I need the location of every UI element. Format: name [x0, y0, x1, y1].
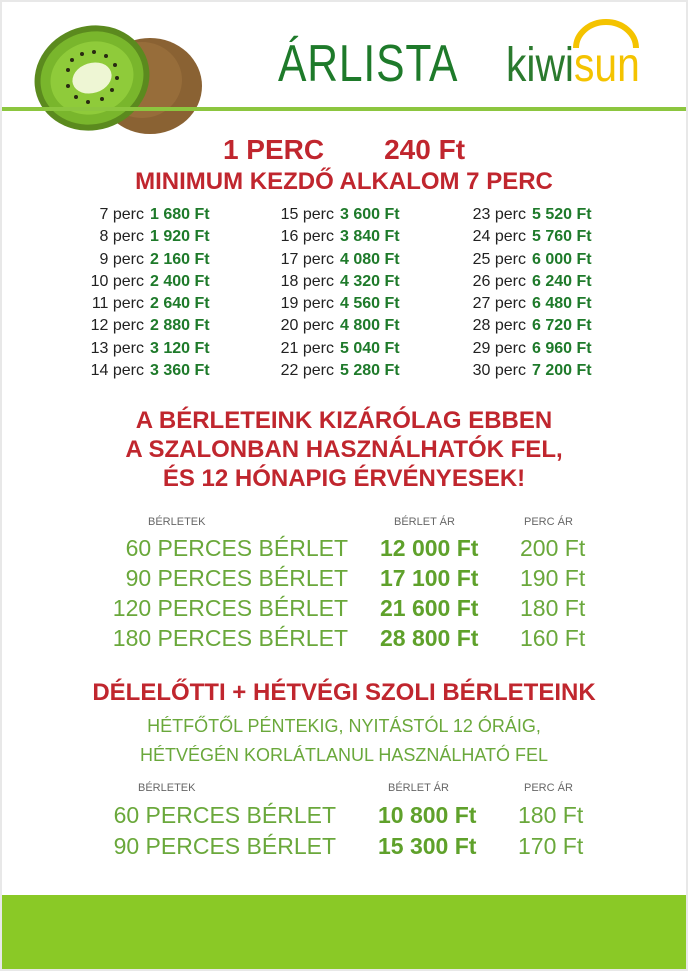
minutes: 15 perc: [280, 206, 334, 223]
morning-pass-row: [2, 800, 686, 830]
minutes: 18 perc: [280, 272, 334, 290]
price-row: [262, 360, 420, 382]
footer-band: [2, 895, 686, 969]
rate-line: [2, 134, 686, 166]
price-row: [72, 293, 230, 315]
price-row: [262, 249, 420, 271]
price-row: [262, 338, 420, 360]
price: 2 640 Ft: [150, 295, 210, 313]
price-row: [72, 338, 230, 360]
price: 4 560 Ft: [340, 295, 400, 313]
price-row: [454, 360, 612, 382]
minutes: 8 perc: [99, 228, 144, 246]
price-row: [454, 338, 612, 360]
notice-line: A BÉRLETEINK KIZÁRÓLAG EBBEN: [135, 407, 553, 434]
minutes: 17 perc: [280, 250, 334, 268]
morning-header-name: BÉRLETEK: [138, 782, 196, 794]
price-row: [454, 293, 612, 315]
minutes: 12 perc: [90, 317, 144, 335]
pass-price: 17 100 Ft: [380, 565, 479, 591]
price: 7 200 Ft: [532, 362, 592, 380]
price: 3 360 Ft: [150, 362, 210, 380]
passes-header-name: BÉRLETEK: [148, 516, 206, 528]
morning-note-2: HÉTVÉGÉN KORLÁTLANUL HASZNÁLHATÓ FEL: [139, 745, 549, 765]
price-row: [72, 315, 230, 337]
price-column-3: [454, 204, 612, 382]
rate-unit: 1 PERC: [222, 134, 325, 165]
price: 2 400 Ft: [150, 272, 210, 290]
notice-line: A SZALONBAN HASZNÁLHATÓK FEL,: [125, 436, 563, 463]
price: 6 000 Ft: [532, 250, 592, 268]
price-row: [454, 271, 612, 293]
pass-price: 21 600 Ft: [380, 595, 479, 621]
minutes: 10 perc: [90, 272, 144, 290]
logo-kiwi-text: kiwi: [506, 39, 574, 92]
minutes: 27 perc: [472, 295, 526, 313]
price: 1 920 Ft: [150, 228, 210, 246]
minutes: 11 perc: [91, 295, 144, 313]
minutes: 19 perc: [280, 295, 334, 313]
logo-sun-text: sun: [574, 39, 640, 92]
pass-per-minute: 180 Ft: [518, 802, 584, 828]
price: 6 960 Ft: [532, 339, 592, 357]
minutes: 13 perc: [90, 339, 144, 357]
price: 4 080 Ft: [340, 250, 400, 268]
price-row: [72, 249, 230, 271]
morning-pass-row: [2, 831, 686, 861]
notice-line: ÉS 12 HÓNAPIG ÉRVÉNYESEK!: [162, 465, 526, 492]
minutes: 28 perc: [472, 317, 526, 335]
minutes: 22 perc: [280, 362, 334, 380]
price: 6 480 Ft: [532, 295, 592, 313]
minimum-session: MINIMUM KEZDŐ ALKALOM 7 PERC: [135, 168, 553, 195]
pass-per-minute: 180 Ft: [520, 595, 586, 621]
pass-name: 180 PERCES BÉRLET: [112, 625, 348, 651]
minutes: 25 perc: [472, 250, 526, 268]
logo-text: [506, 39, 640, 92]
price: 5 760 Ft: [532, 228, 592, 246]
pass-price: 10 800 Ft: [378, 802, 477, 828]
price: 5 280 Ft: [340, 362, 400, 380]
minutes: 29 perc: [472, 339, 526, 357]
price-row: [262, 315, 420, 337]
pass-name: 90 PERCES BÉRLET: [125, 565, 348, 591]
pass-row: [2, 593, 686, 623]
price: 6 720 Ft: [532, 317, 592, 335]
pass-price: 15 300 Ft: [378, 833, 477, 859]
pass-row: [2, 533, 686, 563]
price: 4 800 Ft: [340, 317, 400, 335]
morning-header-price: BÉRLET ÁR: [388, 782, 449, 794]
minutes: 20 perc: [280, 317, 334, 335]
price: 1 680 Ft: [150, 206, 210, 223]
passes-header-per: PERC ÁR: [524, 516, 573, 528]
price-column-2: [262, 204, 420, 382]
header-divider: [2, 107, 686, 111]
pass-row: [2, 563, 686, 593]
page-title: ÁRLISTA: [278, 35, 459, 93]
price: 4 320 Ft: [340, 272, 400, 290]
price: 3 840 Ft: [340, 228, 400, 246]
morning-weekend-title: DÉLELŐTTI + HÉTVÉGI SZOLI BÉRLETEINK: [92, 679, 596, 706]
price-row: [72, 360, 230, 382]
pass-price: 12 000 Ft: [380, 535, 479, 561]
price-row: [72, 226, 230, 248]
minutes: 14 perc: [90, 362, 144, 380]
pass-per-minute: 200 Ft: [520, 535, 586, 561]
passes-header-price: BÉRLET ÁR: [394, 516, 455, 528]
pass-name: 120 PERCES BÉRLET: [112, 595, 348, 621]
price-row: [454, 249, 612, 271]
pass-name: 90 PERCES BÉRLET: [113, 833, 336, 859]
morning-note-1: HÉTFŐTŐL PÉNTEKIG, NYITÁSTÓL 12 ÓRÁIG,: [147, 716, 541, 736]
kiwisun-logo: [506, 14, 646, 99]
morning-header-per: PERC ÁR: [524, 782, 573, 794]
validity-notice: [2, 406, 686, 493]
price: 2 880 Ft: [150, 317, 210, 335]
pass-per-minute: 160 Ft: [520, 625, 586, 651]
price: 3 600 Ft: [340, 206, 400, 223]
pass-per-minute: 170 Ft: [518, 833, 584, 859]
price-row: [262, 204, 420, 226]
minutes: 7 perc: [99, 206, 144, 223]
price-row: [454, 204, 612, 226]
price: 2 160 Ft: [150, 250, 210, 268]
price-row: [72, 204, 230, 226]
minutes: 16 perc: [280, 228, 334, 246]
pass-name: 60 PERCES BÉRLET: [125, 535, 348, 561]
price: 6 240 Ft: [532, 272, 592, 290]
minutes: 26 perc: [472, 272, 526, 290]
price: 5 040 Ft: [340, 339, 400, 357]
pass-row: [2, 623, 686, 653]
pass-per-minute: 190 Ft: [520, 565, 586, 591]
price-list-page: [2, 2, 686, 969]
minutes: 24 perc: [472, 228, 526, 246]
price-row: [262, 226, 420, 248]
price-row: [454, 315, 612, 337]
price-column-1: [72, 204, 230, 382]
price: 5 520 Ft: [532, 206, 592, 223]
price-row: [262, 271, 420, 293]
price-row: [262, 293, 420, 315]
pass-price: 28 800 Ft: [380, 625, 479, 651]
minutes: 9 perc: [99, 250, 144, 268]
minutes: 23 perc: [472, 206, 526, 223]
minutes: 30 perc: [472, 362, 526, 380]
minutes: 21 perc: [280, 339, 334, 357]
price-row: [72, 271, 230, 293]
kiwi-fruit-image: [30, 20, 205, 138]
price: 3 120 Ft: [150, 339, 210, 357]
rate-price: 240 Ft: [384, 134, 466, 165]
pass-name: 60 PERCES BÉRLET: [113, 802, 336, 828]
price-row: [454, 226, 612, 248]
